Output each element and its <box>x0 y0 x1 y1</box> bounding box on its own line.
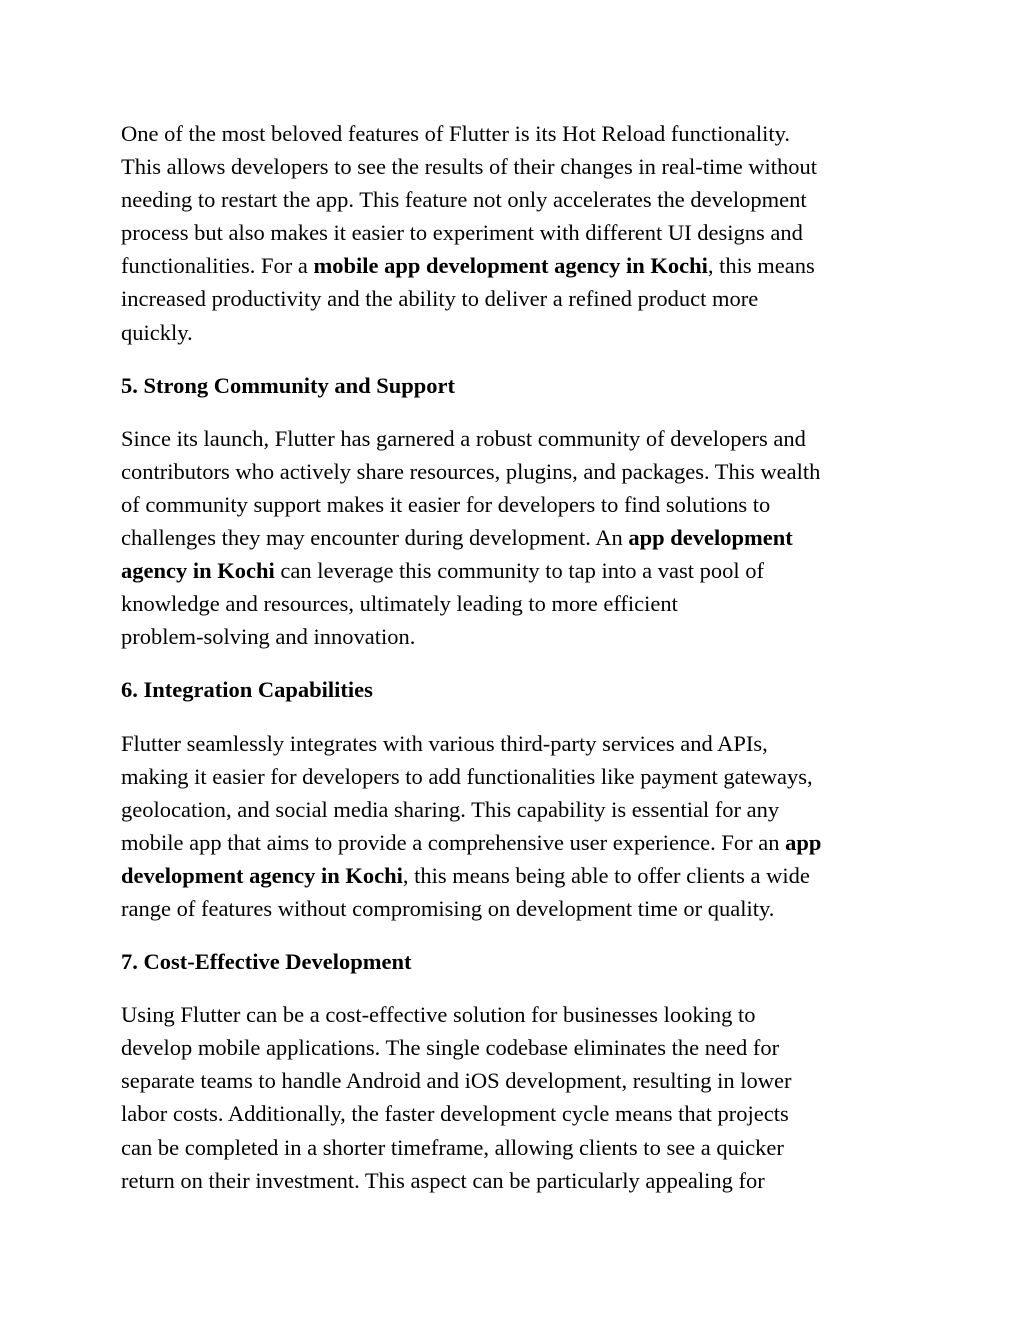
paragraph <box>121 117 921 349</box>
text-line <box>121 216 921 249</box>
text-run: Since its launch, Flutter has garnered a robust community of developers and <box>121 425 806 451</box>
text-line <box>121 117 921 150</box>
bold-keyword: development agency in Kochi <box>121 862 403 888</box>
text-run: This allows developers to see the results of their changes in real-time without <box>121 154 818 180</box>
text-line <box>121 150 921 183</box>
text-run: can be completed in a shorter timeframe, allowing clients to see a quicker <box>121 1134 784 1160</box>
text-line <box>121 1064 921 1097</box>
text-line <box>121 455 921 488</box>
bold-keyword: agency in Kochi <box>121 558 275 584</box>
text-run: One of the most beloved features of Flutter is its Hot Reload functionality. <box>121 121 791 146</box>
text-line <box>121 1097 921 1130</box>
text-line <box>121 422 921 455</box>
text-run: Using Flutter can be a cost-effective solution for businesses looking to <box>121 1002 756 1028</box>
text-run: increased productivity and the ability to deliver a refined product more <box>121 286 759 312</box>
text-run: labor costs. Additionally, the faster development cycle means that projects <box>121 1101 789 1127</box>
text-line <box>121 249 921 282</box>
text-run: of community support makes it easier for developers to find solutions to <box>121 491 771 517</box>
text-run: Flutter seamlessly integrates with various third-party services and APIs, <box>121 730 768 756</box>
text-run: making it easier for developers to add functionalities like payment gateways, <box>121 763 813 789</box>
text-line <box>121 1131 921 1164</box>
text-line <box>121 1164 921 1197</box>
section-heading: 5. Strong Community and Support <box>121 372 456 398</box>
text-run: range of features without compromising on development time or quality. <box>121 895 775 921</box>
text-run: , this means being able to offer clients a wide <box>402 862 810 888</box>
text-run: geolocation, and social media sharing. This capability is essential for any <box>121 796 780 822</box>
document-page <box>121 117 921 1217</box>
text-line <box>121 892 921 925</box>
text-run: , this means <box>707 253 815 279</box>
text-line <box>121 282 921 315</box>
text-run: functionalities. For a <box>121 253 314 279</box>
text-run: mobile app that aims to provide a comprehensive user experience. For an <box>121 829 786 855</box>
text-run: challenges they may encounter during development. An <box>121 525 629 551</box>
text-run: process but also makes it easier to experiment with different UI designs and <box>121 220 803 246</box>
bold-keyword: app development <box>628 525 793 551</box>
bold-keyword: mobile app development agency in Kochi <box>313 253 708 279</box>
section-heading: 6. Integration Capabilities <box>121 677 373 703</box>
text-run: quickly. <box>121 319 193 345</box>
text-run: separate teams to handle Android and iOS development, resulting in lower <box>121 1068 792 1094</box>
text-line <box>121 760 921 793</box>
paragraph <box>121 727 921 926</box>
text-line <box>121 488 921 521</box>
bold-keyword: app <box>785 829 822 855</box>
text-run: can leverage this community to tap into a vast pool of <box>274 558 765 584</box>
text-run: develop mobile applications. The single codebase eliminates the need for <box>121 1035 780 1061</box>
text-line <box>121 859 921 892</box>
section-heading: 7. Cost-Effective Development <box>121 949 412 975</box>
text-line <box>121 554 921 587</box>
text-line <box>121 727 921 760</box>
text-run: return on their investment. This aspect can be particularly appealing for <box>121 1167 765 1193</box>
text-line <box>121 1031 921 1064</box>
text-line <box>121 620 921 653</box>
paragraph <box>121 422 921 654</box>
text-run: problem-solving and innovation. <box>121 624 416 650</box>
text-run: knowledge and resources, ultimately leading to more efficient <box>121 591 678 617</box>
text-line <box>121 521 921 554</box>
text-line <box>121 826 921 859</box>
text-run: needing to restart the app. This feature not only accelerates the development <box>121 187 807 213</box>
text-line <box>121 793 921 826</box>
text-run: contributors who actively share resources, plugins, and packages. This wealth <box>121 458 821 484</box>
paragraph <box>121 998 921 1197</box>
text-line <box>121 998 921 1031</box>
text-line <box>121 316 921 349</box>
text-line <box>121 183 921 216</box>
text-line <box>121 587 921 620</box>
